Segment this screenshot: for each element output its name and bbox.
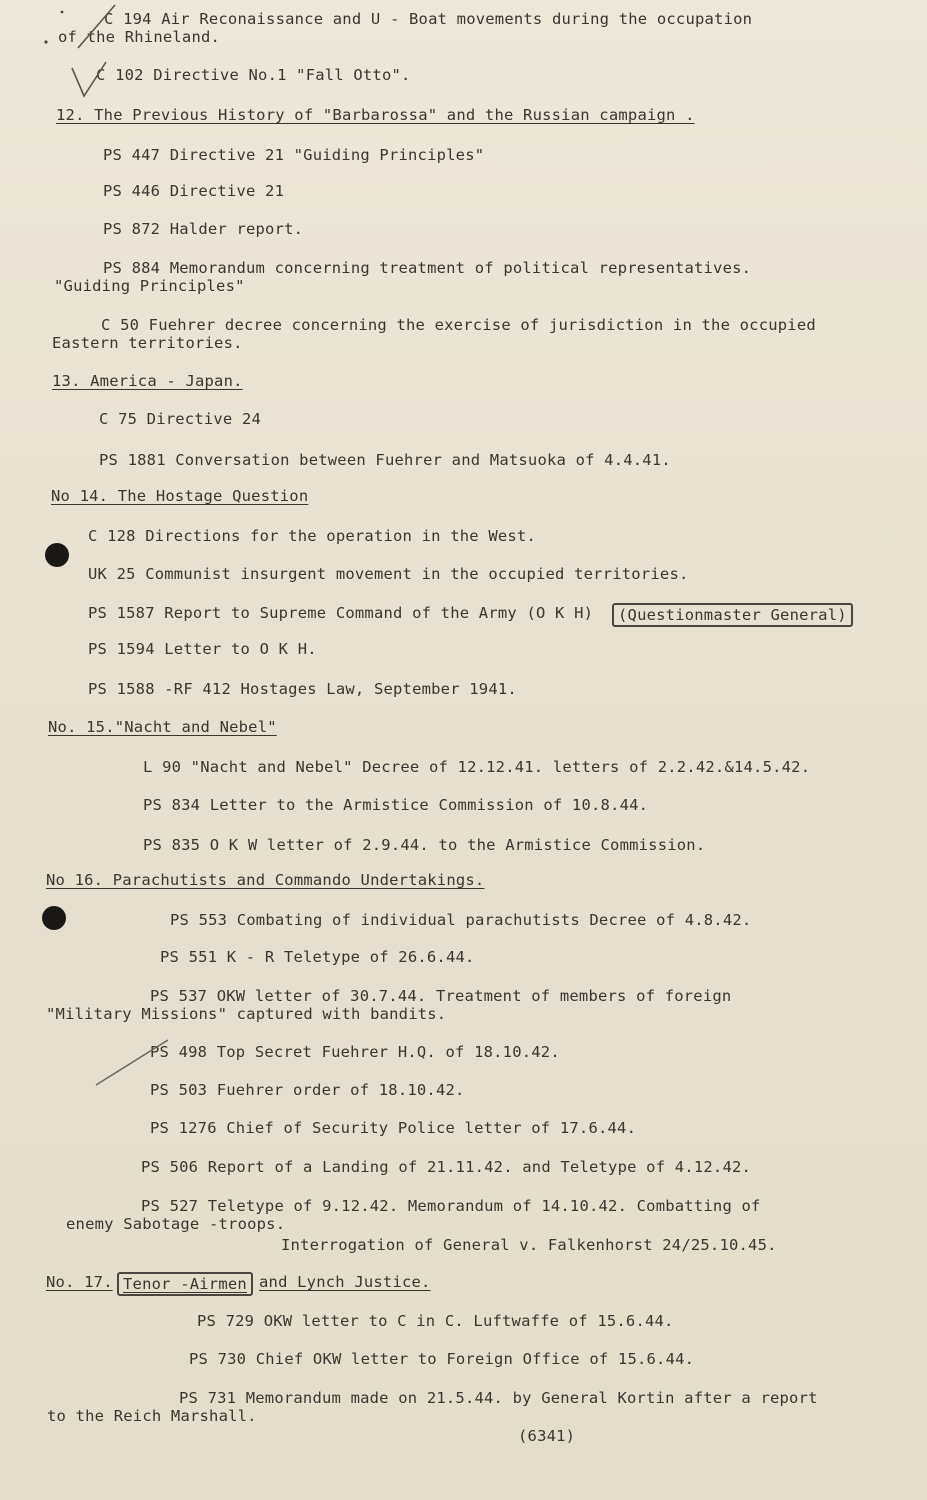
text-line: to the Reich Marshall. [47,1407,257,1425]
text-line: PS 537 OKW letter of 30.7.44. Treatment of members of foreign [150,987,732,1005]
text-line: PS 1587 Report to Supreme Command of the Army (O K H) [88,604,594,622]
section-heading-17: No. 17. [46,1273,113,1291]
text-line: C 194 Air Reconaissance and U - Boat movements during the occupation [104,10,753,28]
text-line: of the Rhineland. [58,28,221,46]
text-line: PS 872 Halder report. [103,220,304,238]
text-line: Interrogation of General v. Falkenhorst 24/25.10.45. [281,1236,777,1254]
text-line: PS 1588 -RF 412 Hostages Law, September 1941. [88,680,517,698]
text-line: enemy Sabotage -troops. [66,1215,286,1233]
section-heading-14: No 14. The Hostage Question [51,487,309,505]
text-line: C 102 Directive No.1 "Fall Otto". [96,66,411,84]
text-line: PS 553 Combating of individual parachutists Decree of 4.8.42. [170,911,752,929]
section-heading-17-rest: and Lynch Justice. [259,1273,431,1291]
text-line: PS 1594 Letter to O K H. [88,640,317,658]
text-line: PS 1276 Chief of Security Police letter of 17.6.44. [150,1119,637,1137]
text-line: Eastern territories. [52,334,243,352]
text-line: PS 498 Top Secret Fuehrer H.Q. of 18.10.42. [150,1043,560,1061]
text-line: PS 446 Directive 21 [103,182,285,200]
text-line: PS 835 O K W letter of 2.9.44. to the Armistice Commission. [143,836,706,854]
text-line: PS 506 Report of a Landing of 21.11.42. and Teletype of 4.12.42. [141,1158,752,1176]
punch-hole [42,906,66,930]
text-line: PS 1881 Conversation between Fuehrer and Matsuoka of 4.4.41. [99,451,671,469]
punch-hole [45,543,69,567]
text-line: PS 884 Memorandum concerning treatment of political representatives. [103,259,752,277]
text-line: PS 730 Chief OKW letter to Foreign Office of 15.6.44. [189,1350,695,1368]
text-line: PS 731 Memorandum made on 21.5.44. by General Kortin after a report [179,1389,818,1407]
ink-dot [44,40,47,43]
boxed-annotation: (Questionmaster General) [612,603,853,627]
text-line: C 128 Directions for the operation in the West. [88,527,536,545]
text-line: L 90 "Nacht and Nebel" Decree of 12.12.41. letters of 2.2.42.&14.5.42. [143,758,811,776]
section-heading-15: No. 15."Nacht and Nebel" [48,718,277,736]
text-line: PS 729 OKW letter to C in C. Luftwaffe of 15.6.44. [197,1312,674,1330]
section-heading-16: No 16. Parachutists and Commando Undertakings. [46,871,485,889]
text-line: PS 447 Directive 21 "Guiding Principles" [103,146,485,164]
text-line: PS 527 Teletype of 9.12.42. Memorandum of 14.10.42. Combatting of [141,1197,761,1215]
boxed-heading-term: Tenor -Airmen [117,1272,253,1296]
section-heading-13: 13. America - Japan. [52,372,243,390]
text-line: UK 25 Communist insurgent movement in the occupied territories. [88,565,689,583]
page-number: (6341) [518,1427,576,1445]
text-line: C 75 Directive 24 [99,410,262,428]
text-line: C 50 Fuehrer decree concerning the exercise of jurisdiction in the occupied [101,316,816,334]
text-line: PS 503 Fuehrer order of 18.10.42. [150,1081,465,1099]
text-line: "Military Missions" captured with bandits. [46,1005,447,1023]
text-line: "Guiding Principles" [54,277,245,295]
ink-dot [61,11,64,14]
text-line: PS 834 Letter to the Armistice Commission of 10.8.44. [143,796,649,814]
section-heading-12: 12. The Previous History of "Barbarossa" and the Russian campaign . [56,106,695,124]
text-line: PS 551 K - R Teletype of 26.6.44. [160,948,475,966]
